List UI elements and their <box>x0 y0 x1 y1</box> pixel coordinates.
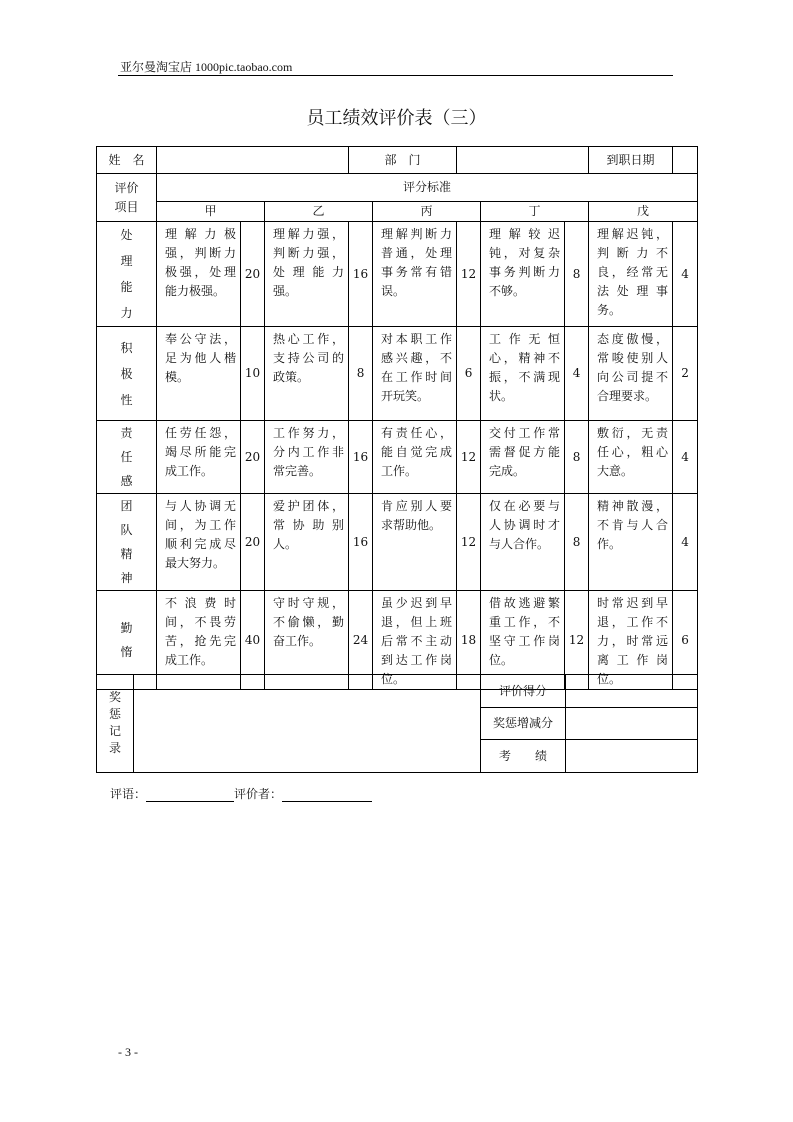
criteria-desc: 精神散漫，不肯与人合作。 <box>589 494 673 591</box>
score: 12 <box>457 421 481 494</box>
score: 8 <box>565 494 589 591</box>
adjust-label: 奖惩增减分 <box>481 708 566 740</box>
criteria-desc: 虽少迟到早退，但上班后常不主动到达工作岗位。 <box>373 591 457 690</box>
criteria-desc: 借故逃避繁重工作，不坚守工作岗位。 <box>481 591 565 690</box>
perf-field[interactable] <box>566 740 698 773</box>
name-field[interactable] <box>157 147 349 174</box>
comment-label: 评语： <box>110 787 147 801</box>
grade-header: 丙 <box>373 202 481 222</box>
evaluator-label: 评价者： <box>234 787 283 801</box>
score: 6 <box>673 591 698 690</box>
criteria-desc: 仅在必要与人协调时才与人合作。 <box>481 494 565 591</box>
score: 2 <box>673 327 698 421</box>
criteria-desc: 理解力强，判断力强，处理能力强。 <box>265 222 349 327</box>
item-label: 勤 惰 <box>97 591 157 690</box>
name-label: 姓 名 <box>97 147 157 174</box>
score: 24 <box>349 591 373 690</box>
evaluation-table <box>96 146 698 690</box>
grade-header: 甲 <box>157 202 265 222</box>
footer-signature <box>110 785 372 802</box>
criteria-desc: 交付工作常需督促方能完成。 <box>481 421 565 494</box>
score: 8 <box>565 222 589 327</box>
reward-label: 奖 惩 记 录 <box>97 675 134 773</box>
criteria-desc: 与人协调无间，为工作顺利完成尽最大努力。 <box>157 494 241 591</box>
page-title: 员工绩效评价表（三） <box>306 108 487 129</box>
page-number: - 3 - <box>118 1045 138 1059</box>
item-label: 责 任 感 <box>97 421 157 494</box>
criteria-desc: 对本职工作感兴趣，不在工作时间开玩笑。 <box>373 327 457 421</box>
table-row <box>97 327 698 421</box>
hire-date-field[interactable] <box>673 147 698 174</box>
score: 12 <box>565 591 589 690</box>
dept-label: 部 门 <box>349 147 457 174</box>
table-row <box>97 494 698 591</box>
perf-label: 考 绩 <box>481 740 566 773</box>
comment-field[interactable] <box>146 789 234 802</box>
criteria-desc: 理解判断力普通，处理事务常有错误。 <box>373 222 457 327</box>
score: 6 <box>457 327 481 421</box>
item-label: 处 理 能 力 <box>97 222 157 327</box>
table-row <box>97 222 698 327</box>
score: 8 <box>565 421 589 494</box>
score: 20 <box>241 494 265 591</box>
criteria-desc: 工作努力，分内工作非常完善。 <box>265 421 349 494</box>
standard-header: 评分标准 <box>157 174 698 202</box>
criteria-desc: 肯应别人要求帮助他。 <box>373 494 457 591</box>
score: 12 <box>457 222 481 327</box>
criteria-desc: 理解迟钝，判断力不良，经常无法处理事务。 <box>589 222 673 327</box>
criteria-desc: 不浪费时间，不畏劳苦，抢先完成工作。 <box>157 591 241 690</box>
score: 20 <box>241 222 265 327</box>
evaluator-field[interactable] <box>282 789 372 802</box>
criteria-desc: 守时守规，不偷懒，勤奋工作。 <box>265 591 349 690</box>
criteria-desc: 热心工作，支持公司的政策。 <box>265 327 349 421</box>
item-label: 积 极 性 <box>97 327 157 421</box>
grade-header: 丁 <box>481 202 589 222</box>
reward-record-field[interactable] <box>134 675 481 773</box>
criteria-desc: 态度傲慢，常唆使别人向公司提不合理要求。 <box>589 327 673 421</box>
score: 4 <box>673 421 698 494</box>
table-row <box>97 421 698 494</box>
criteria-desc: 工作无恒心，精神不振，不满现状。 <box>481 327 565 421</box>
criteria-desc: 理解力极强，判断力极强，处理能力极强。 <box>157 222 241 327</box>
score: 4 <box>565 327 589 421</box>
score: 10 <box>241 327 265 421</box>
score: 4 <box>673 494 698 591</box>
criteria-desc: 有责任心，能自觉完成工作。 <box>373 421 457 494</box>
score: 16 <box>349 421 373 494</box>
reward-table <box>96 674 698 773</box>
eval-score-label: 评价得分 <box>481 675 566 708</box>
score: 8 <box>349 327 373 421</box>
grade-header: 戊 <box>589 202 698 222</box>
dept-field[interactable] <box>457 147 589 174</box>
score: 18 <box>457 591 481 690</box>
score: 16 <box>349 494 373 591</box>
criteria-desc: 时常迟到早退，工作不力，时常远离工作岗位。 <box>589 591 673 690</box>
score: 4 <box>673 222 698 327</box>
criteria-desc: 奉公守法，足为他人楷模。 <box>157 327 241 421</box>
score: 20 <box>241 421 265 494</box>
item-header: 评价 项目 <box>97 174 157 222</box>
header-rule <box>118 75 673 76</box>
item-label: 团 队 精 神 <box>97 494 157 591</box>
eval-score-field[interactable] <box>566 675 698 708</box>
grade-header: 乙 <box>265 202 373 222</box>
adjust-field[interactable] <box>566 708 698 740</box>
hire-date-label: 到职日期 <box>589 147 673 174</box>
score: 40 <box>241 591 265 690</box>
criteria-desc: 敷衍，无责任心，粗心大意。 <box>589 421 673 494</box>
page-header: 亚尔曼淘宝店 1000pic.taobao.com <box>120 60 293 74</box>
criteria-desc: 爱护团体，常协助别人。 <box>265 494 349 591</box>
score: 12 <box>457 494 481 591</box>
criteria-desc: 理解较迟钝，对复杂事务判断力不够。 <box>481 222 565 327</box>
criteria-desc: 任劳任怨，竭尽所能完成工作。 <box>157 421 241 494</box>
score: 16 <box>349 222 373 327</box>
